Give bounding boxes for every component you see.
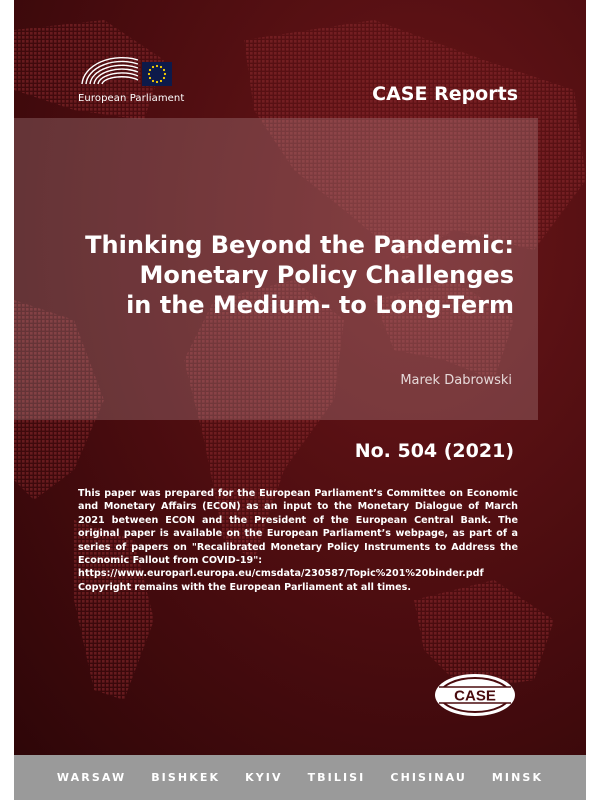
city-label: WARSAW bbox=[56, 771, 127, 784]
report-title bbox=[44, 230, 514, 320]
city-label: BISHKEK bbox=[151, 771, 221, 784]
title-line: Thinking Beyond the Pandemic: bbox=[85, 231, 514, 259]
city-label: CHISINAU bbox=[390, 771, 467, 784]
title-line: in the Medium- to Long-Term bbox=[126, 291, 514, 319]
series-title: CASE Reports bbox=[372, 83, 518, 105]
description-text: This paper was prepared for the European Parliament’s Committee on Economic and Monetary Affairs (ECON) as an input to the Monetary Dialogue of March 2021 between ECON and the President of the European Central Bank. The original paper is available on the European Parliament’s webpage, as part of a series of papers on "Recalibrated Monetary Policy Instruments to Address the Economic Fallout from COVID-19": bbox=[78, 488, 518, 567]
case-logo-text: CASE bbox=[454, 687, 496, 705]
title-line: Monetary Policy Challenges bbox=[139, 261, 514, 289]
cover-page bbox=[14, 0, 586, 755]
source-url[interactable]: https://www.europarl.europa.eu/cmsdata/230587/Topic%201%20binder.pdf bbox=[78, 568, 484, 580]
city-label: MINSK bbox=[491, 771, 544, 784]
copyright-note: Copyright remains with the European Parliament at all times. bbox=[78, 581, 411, 593]
footer-bar bbox=[14, 755, 586, 800]
author-name: Marek Dabrowski bbox=[400, 373, 512, 388]
description-block bbox=[78, 487, 518, 594]
case-logo-icon bbox=[433, 672, 517, 718]
report-number: No. 504 (2021) bbox=[354, 440, 514, 462]
city-label: TBILISI bbox=[307, 771, 366, 784]
city-label: KYIV bbox=[245, 771, 283, 784]
european-parliament-label: European Parliament bbox=[78, 93, 185, 104]
